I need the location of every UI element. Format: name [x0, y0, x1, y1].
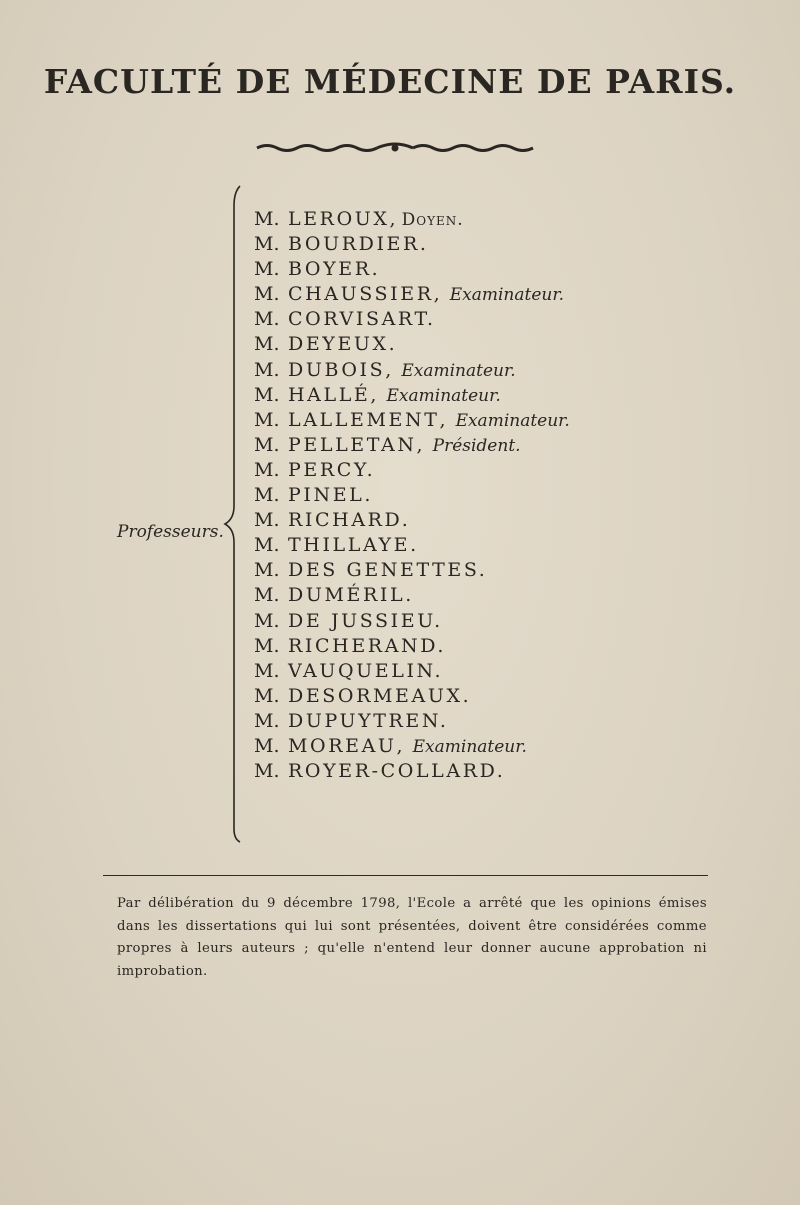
professor-role: Examinateur.: [386, 385, 501, 406]
ornament-divider-icon: [255, 140, 535, 154]
professor-entry: [254, 232, 570, 257]
professor-entry: [254, 307, 570, 332]
honorific: M.: [254, 258, 280, 281]
professor-entry: [254, 709, 570, 734]
professor-entry: [254, 257, 570, 282]
separator: ,: [433, 283, 446, 306]
professor-name: VAUQUELIN.: [288, 659, 444, 682]
professor-entry: [254, 684, 570, 709]
professor-name: RICHERAND.: [288, 634, 447, 657]
honorific: M.: [254, 433, 280, 456]
professor-entry: [254, 659, 570, 684]
professor-name: BOYER.: [288, 258, 381, 281]
honorific: M.: [254, 559, 280, 582]
professor-role: Président.: [432, 435, 521, 456]
professor-entry: [254, 634, 570, 659]
separator: ,: [416, 433, 429, 456]
separator: ,: [370, 383, 383, 406]
professor-name: HALLÉ: [288, 383, 371, 406]
honorific: M.: [254, 208, 280, 230]
separator: ,: [396, 734, 409, 757]
professor-name: PERCY.: [288, 458, 376, 481]
honorific: M.: [254, 509, 280, 532]
professor-role: Examinateur.: [412, 736, 527, 757]
professor-entry: [254, 408, 570, 433]
professor-name: DE JUSSIEU.: [288, 609, 443, 632]
professor-entry: [254, 558, 570, 583]
professor-name: PINEL.: [288, 484, 374, 507]
professor-entry: [254, 483, 570, 508]
professor-role: Examinateur.: [401, 360, 516, 381]
honorific: M.: [254, 634, 280, 657]
honorific: M.: [254, 383, 280, 406]
professor-entry: [254, 609, 570, 634]
professor-entry: [254, 282, 570, 307]
group-label: Professeurs.: [117, 522, 224, 542]
brace-icon: [222, 184, 252, 844]
honorific: M.: [254, 709, 280, 732]
professor-name: DUPUYTREN.: [288, 709, 449, 732]
professor-entry: [254, 533, 570, 558]
separator: ,: [439, 408, 452, 431]
honorific: M.: [254, 233, 280, 256]
professor-entry: [254, 383, 570, 408]
professor-entry: [254, 358, 570, 383]
honorific: M.: [254, 458, 280, 481]
honorific: M.: [254, 734, 280, 757]
deliberation-note: Par délibération du 9 décembre 1798, l'Ecole a arrêté que les opinions émises dans les dissertations qui lui sont présentées, doivent être considérées comme propres à leurs auteurs ; qu'elle n'entend leur donner aucune approbation ni improbation.: [117, 896, 707, 979]
professor-name: DUMÉRIL.: [288, 584, 414, 607]
professor-name: CHAUSSIER: [288, 283, 434, 306]
honorific: M.: [254, 684, 280, 707]
honorific: M.: [254, 760, 280, 783]
honorific: M.: [254, 283, 280, 306]
professor-entry: [254, 207, 570, 232]
professor-name: THILLAYE.: [288, 534, 419, 557]
honorific: M.: [254, 484, 280, 507]
professor-name: LALLEMENT: [288, 408, 440, 431]
professor-list: [254, 207, 570, 784]
professor-role: Examinateur.: [455, 410, 570, 431]
honorific: M.: [254, 408, 280, 431]
professor-name: DEYEUX.: [288, 333, 398, 356]
professor-name: LEROUX: [288, 208, 390, 230]
page-title: FACULTÉ DE MÉDECINE DE PARIS.: [43, 62, 737, 101]
professor-entry: [254, 734, 570, 759]
professor-name: BOURDIER.: [288, 233, 429, 256]
honorific: M.: [254, 659, 280, 682]
professor-name: PELLETAN: [288, 433, 417, 456]
professor-entry: [254, 332, 570, 357]
separator: ,: [389, 208, 402, 230]
professor-name: DESORMEAUX.: [288, 684, 472, 707]
professor-entry: [254, 433, 570, 458]
professor-name: DES GENETTES.: [288, 559, 488, 582]
honorific: M.: [254, 534, 280, 557]
honorific: M.: [254, 609, 280, 632]
professor-role: Examinateur.: [449, 285, 564, 306]
professor-role: Doyen.: [401, 210, 464, 230]
professor-name: CORVISART.: [288, 308, 436, 331]
professor-name: ROYER-COLLARD.: [288, 760, 506, 783]
separator: ,: [385, 358, 398, 381]
professor-entry: [254, 508, 570, 533]
professor-entry: [254, 458, 570, 483]
professor-entry: [254, 583, 570, 608]
honorific: M.: [254, 358, 280, 381]
honorific: M.: [254, 584, 280, 607]
professor-name: RICHARD.: [288, 509, 411, 532]
honorific: M.: [254, 333, 280, 356]
professor-name: MOREAU: [288, 734, 397, 757]
professor-entry: [254, 759, 570, 784]
honorific: M.: [254, 308, 280, 331]
divider-line: [103, 875, 708, 876]
professor-name: DUBOIS: [288, 358, 386, 381]
